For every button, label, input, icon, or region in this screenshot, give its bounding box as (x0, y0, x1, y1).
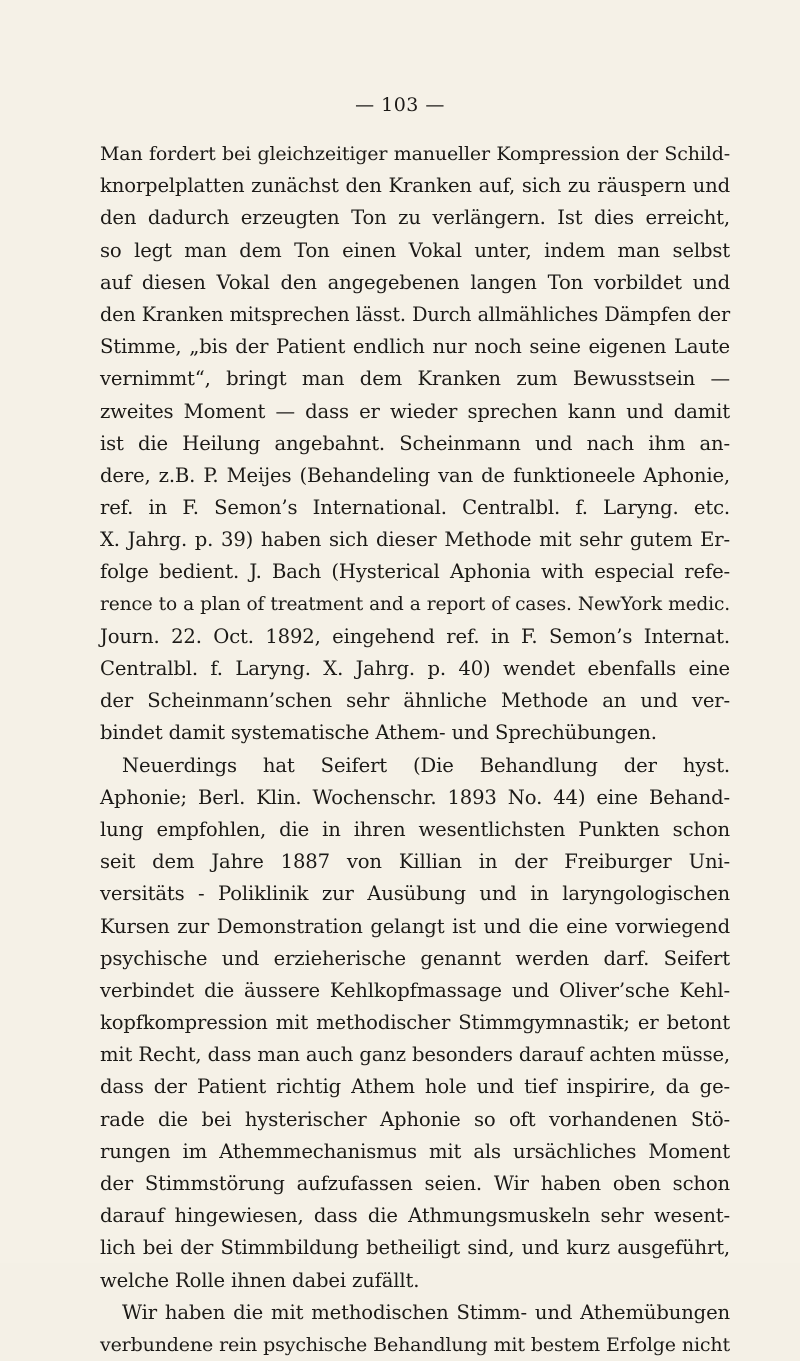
text-line: versitäts - Poliklinik zur Ausübung und in laryngologischen (100, 882, 730, 906)
text-line: mit Recht, dass man auch ganz besonders darauf achten müsse, (100, 1043, 730, 1067)
text-line: zweites Moment — dass er wieder sprechen kann und damit (100, 399, 730, 423)
text-line: X. Jahrg. p. 39) haben sich dieser Methode mit sehr gutem Er- (100, 528, 730, 552)
text-line: verbundene rein psychische Behandlung mit bestem Erfolge nicht (100, 1333, 730, 1356)
page-number: — 103 — (355, 94, 445, 116)
text-line: dass der Patient richtig Athem hole und tief inspirire, da ge- (100, 1075, 730, 1099)
text-line: ist die Heilung angebahnt. Scheinmann und nach ihm an- (100, 431, 730, 455)
text-line: bindet damit systematische Athem- und Sprechübungen. (100, 721, 657, 745)
text-line: auf diesen Vokal den angegebenen langen Ton vorbildet und (100, 270, 730, 294)
text-line: den dadurch erzeugten Ton zu verlängern. Ist dies erreicht, (100, 206, 730, 230)
text-line: psychische und erzieherische genannt werden darf. Seifert (100, 946, 730, 970)
text-line: lich bei der Stimmbildung betheiligt sind, und kurz ausgeführt, (100, 1236, 730, 1260)
text-line: der Stimmstörung aufzufassen seien. Wir haben oben schon (100, 1172, 730, 1195)
text-line: so legt man dem Ton einen Vokal unter, indem man selbst (100, 238, 730, 262)
text-line: Journ. 22. Oct. 1892, eingehend ref. in F. Semon’s Internat. (100, 624, 730, 648)
text-line: den Kranken mitsprechen lässt. Durch allmähliches Dämpfen der (100, 302, 730, 326)
text-line: darauf hingewiesen, dass die Athmungsmuskeln sehr wesent- (100, 1204, 730, 1228)
text-line: kopfkompression mit methodischer Stimmgymnastik; er betont (100, 1011, 730, 1035)
text-line: knorpelplatten zunächst den Kranken auf, sich zu räuspern und (100, 174, 730, 198)
text-line: welche Rolle ihnen dabei zufällt. (100, 1268, 420, 1292)
text-line: der Scheinmann’schen sehr ähnliche Methode an und ver- (100, 689, 730, 713)
text-line: ref. in F. Semon’s International. Centralbl. f. Laryng. etc. (100, 496, 730, 520)
text-line: rade die bei hysterischer Aphonie so oft vorhandenen Stö- (100, 1107, 730, 1131)
text-line: dere, z.B. P. Meijes (Behandeling van de funktioneele Aphonie, (100, 463, 730, 487)
body-text (100, 138, 730, 1361)
text-line: folge bedient. J. Bach (Hysterical Aphonia with especial refe- (100, 560, 730, 584)
text-line: Neuerdings hat Seifert (Die Behandlung der hyst. (122, 753, 730, 777)
text-line: Aphonie; Berl. Klin. Wochenschr. 1893 No. 44) eine Behand- (100, 785, 730, 809)
text-line: seit dem Jahre 1887 von Killian in der Freiburger Uni- (100, 850, 730, 874)
text-line: Man fordert bei gleichzeitiger manueller Kompression der Schild- (100, 143, 730, 165)
text-line: rence to a plan of treatment and a report of cases. NewYork medic. (100, 593, 730, 615)
text-line: verbindet die äussere Kehlkopfmassage und Oliver’sche Kehl- (100, 978, 730, 1002)
text-line: vernimmt“, bringt man dem Kranken zum Bewusstsein — (100, 367, 730, 391)
text-line: Stimme, „bis der Patient endlich nur noch seine eigenen Laute (100, 335, 730, 359)
text-line: rungen im Athemmechanismus mit als ursächliches Moment (100, 1139, 730, 1163)
text-line: Centralbl. f. Laryng. X. Jahrg. p. 40) wendet ebenfalls eine (100, 657, 730, 680)
text-line: Kursen zur Demonstration gelangt ist und die eine vorwiegend (100, 914, 730, 938)
text-line: Wir haben die mit methodischen Stimm- und Athemübungen (122, 1300, 730, 1324)
text-line: lung empfohlen, die in ihren wesentlichsten Punkten schon (100, 817, 730, 841)
